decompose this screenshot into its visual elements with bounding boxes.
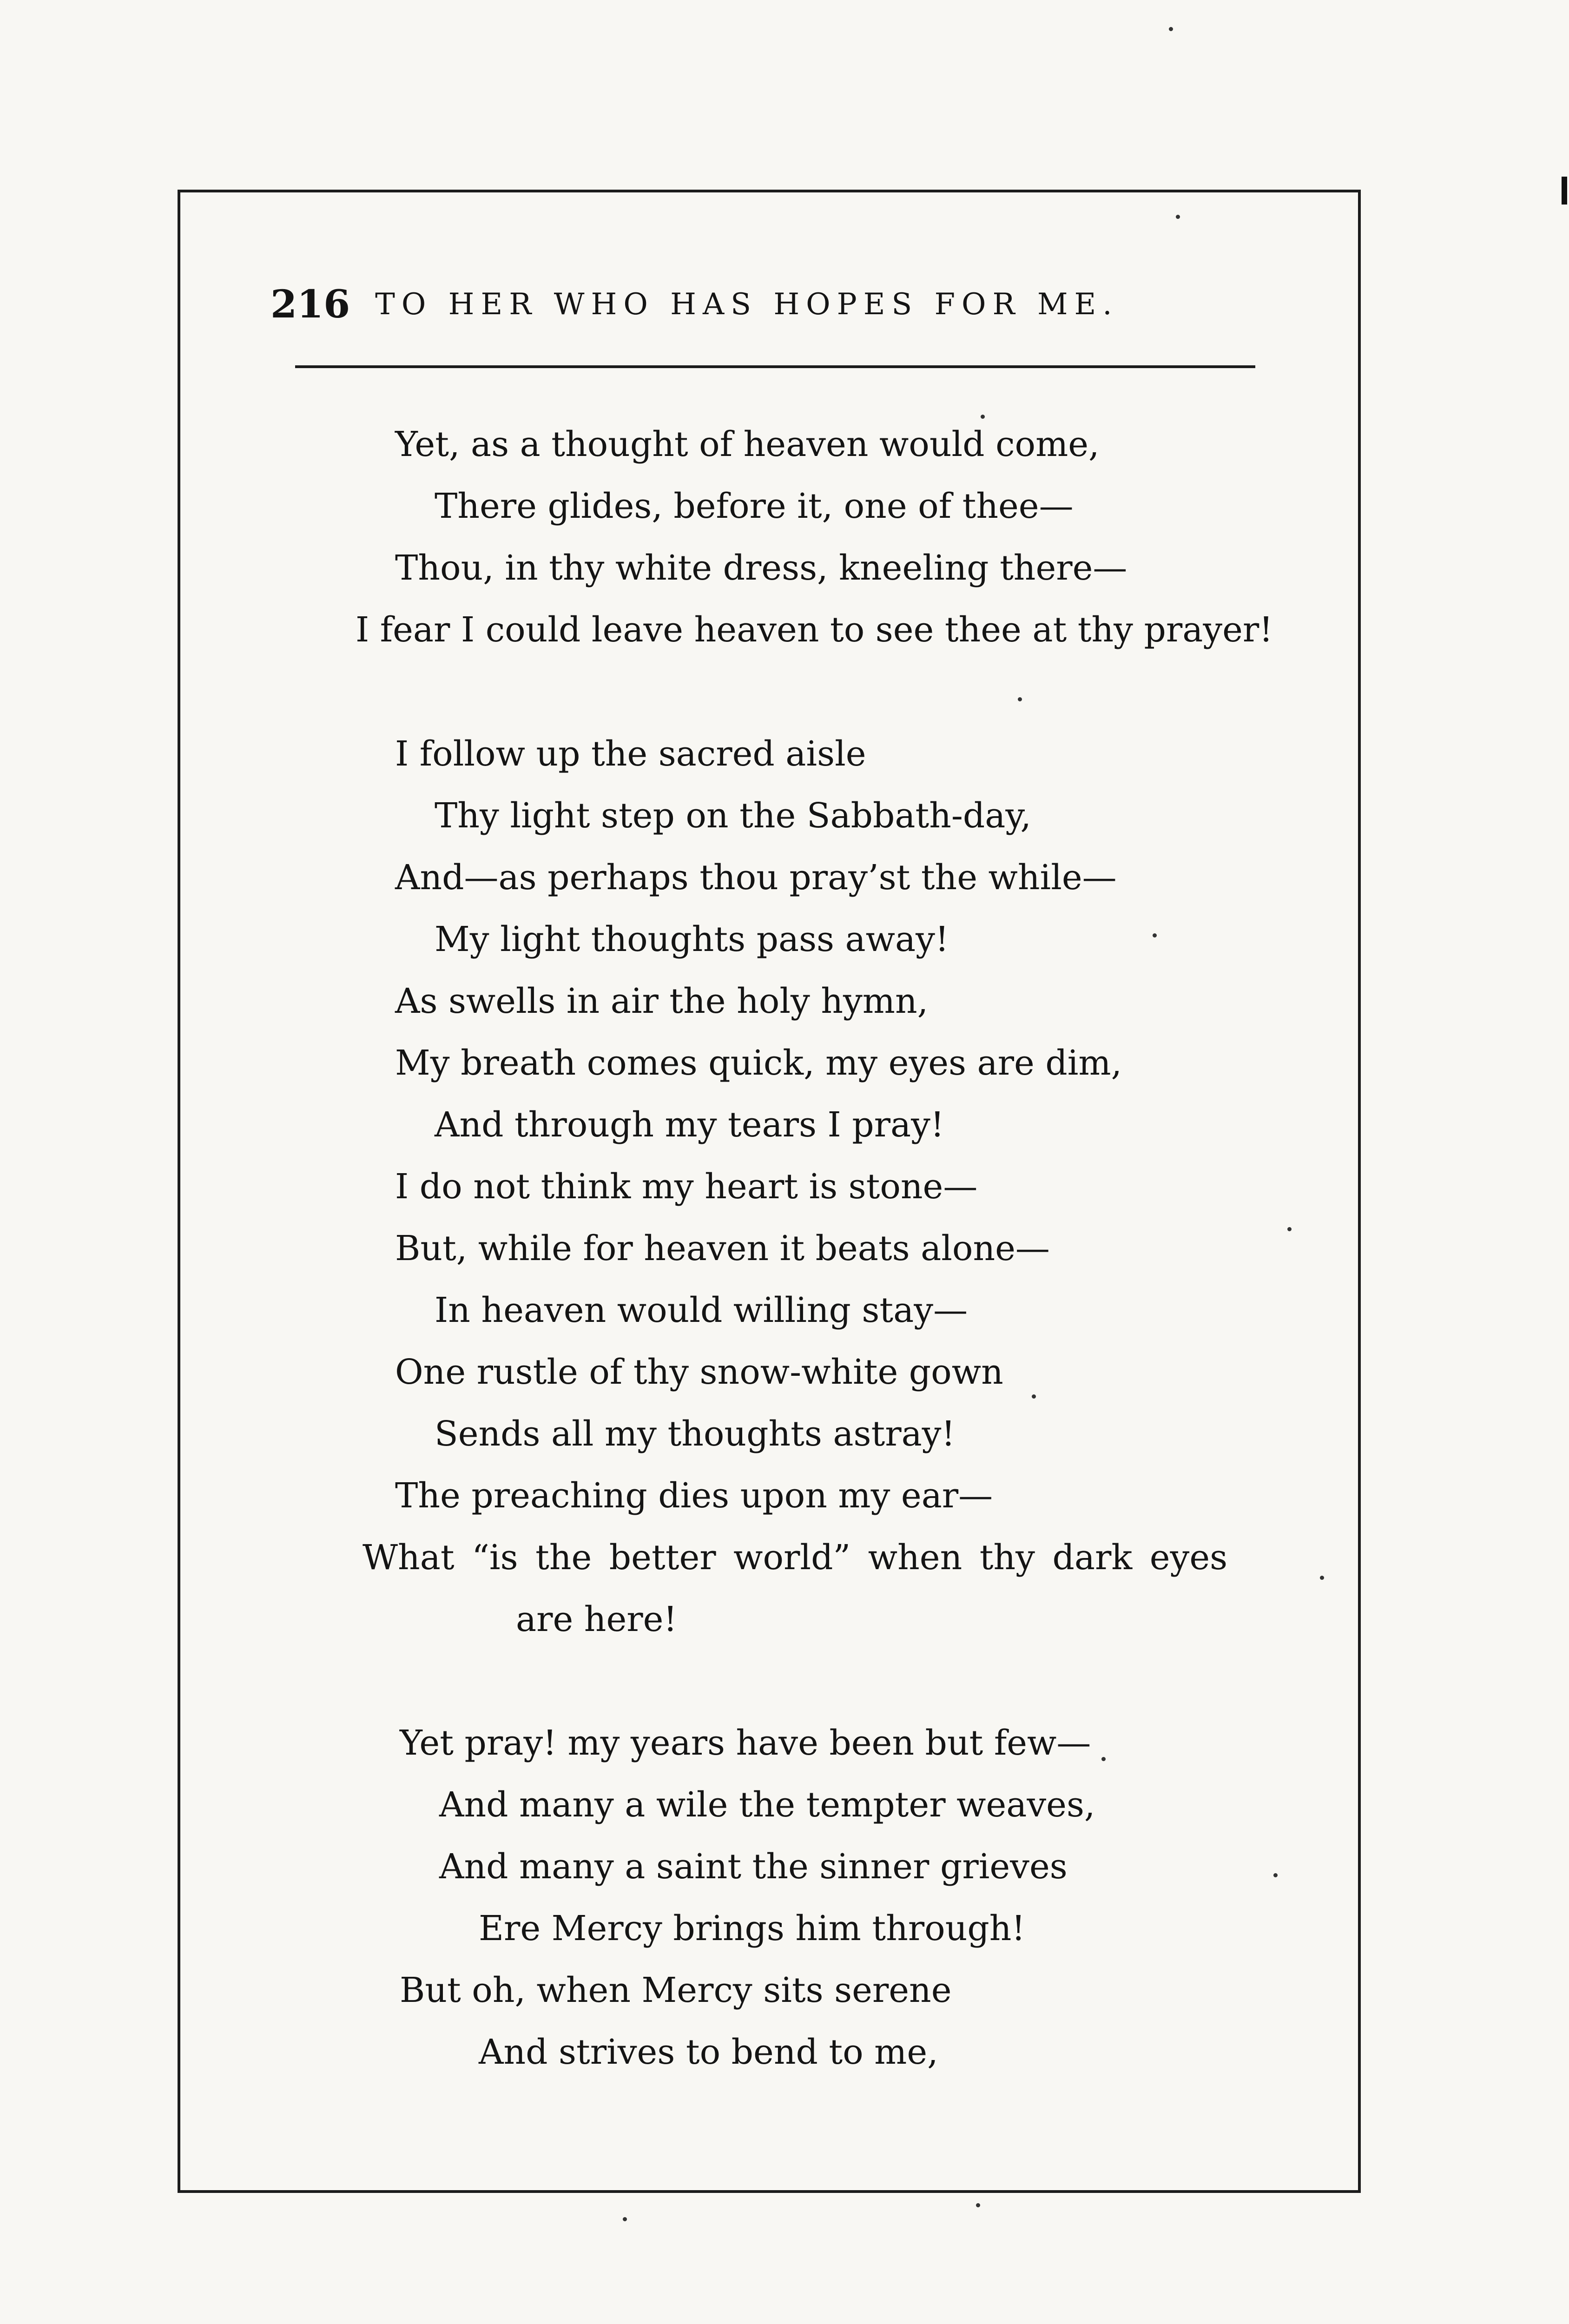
- poem-line: But, while for heaven it beats alone—: [395, 1228, 1050, 1268]
- scan-speck: [1169, 27, 1173, 31]
- poem-line: In heaven would willing stay—: [435, 1290, 968, 1330]
- poem-line: Thy light step on the Sabbath-day,: [435, 796, 1031, 836]
- scan-speck: [981, 415, 985, 419]
- running-title: TO HER WHO HAS HOPES FOR ME.: [375, 287, 1119, 322]
- scan-speck: [1287, 1227, 1292, 1231]
- scan-speck: [1032, 1394, 1036, 1399]
- poem-line: are here!: [516, 1599, 678, 1639]
- poem-line: There glides, before it, one of thee—: [435, 486, 1074, 526]
- poem-line: The preaching dies upon my ear—: [395, 1476, 993, 1516]
- scan-speck: [1101, 1757, 1106, 1761]
- poem-line: What “is the better world” when thy dark eyes: [363, 1538, 1228, 1578]
- poem-line: Ere Mercy brings him through!: [479, 1908, 1026, 1948]
- poem-line: My breath comes quick, my eyes are dim,: [395, 1043, 1122, 1083]
- edge-mark: [1562, 177, 1567, 205]
- poem-line: Yet, as a thought of heaven would come,: [395, 424, 1100, 464]
- poem-line: But oh, when Mercy sits serene: [400, 1970, 952, 2010]
- poem-line: I fear I could leave heaven to see thee at thy prayer!: [356, 610, 1273, 650]
- poem-line: And many a wile the tempter weaves,: [439, 1785, 1095, 1825]
- poem-line: My light thoughts pass away!: [435, 919, 949, 959]
- poem-line: I do not think my heart is stone—: [395, 1167, 978, 1207]
- poem-line: Yet pray! my years have been but few—: [400, 1723, 1091, 1763]
- poem-line: One rustle of thy snow-white gown: [395, 1352, 1003, 1392]
- poem-line: Thou, in thy white dress, kneeling there—: [395, 548, 1127, 588]
- scan-speck: [623, 2217, 627, 2221]
- poem-line: And—as perhaps thou pray’st the while—: [395, 858, 1117, 898]
- poem-line: And through my tears I pray!: [435, 1105, 944, 1145]
- poem-line: Sends all my thoughts astray!: [435, 1414, 956, 1454]
- poem-line: I follow up the sacred aisle: [395, 734, 866, 774]
- scan-speck: [1153, 933, 1157, 938]
- poem-line: As swells in air the holy hymn,: [395, 981, 929, 1021]
- header-rule: [295, 365, 1255, 368]
- scan-speck: [1018, 697, 1022, 701]
- scan-speck: [1176, 215, 1180, 219]
- scan-speck: [976, 2203, 980, 2207]
- page-header: [270, 279, 1246, 330]
- poem-line: And strives to bend to me,: [479, 2032, 938, 2072]
- scan-speck: [1273, 1873, 1278, 1877]
- poem-line: And many a saint the sinner grieves: [439, 1847, 1068, 1887]
- page-number: 216: [270, 282, 350, 327]
- scan-speck: [1320, 1576, 1324, 1580]
